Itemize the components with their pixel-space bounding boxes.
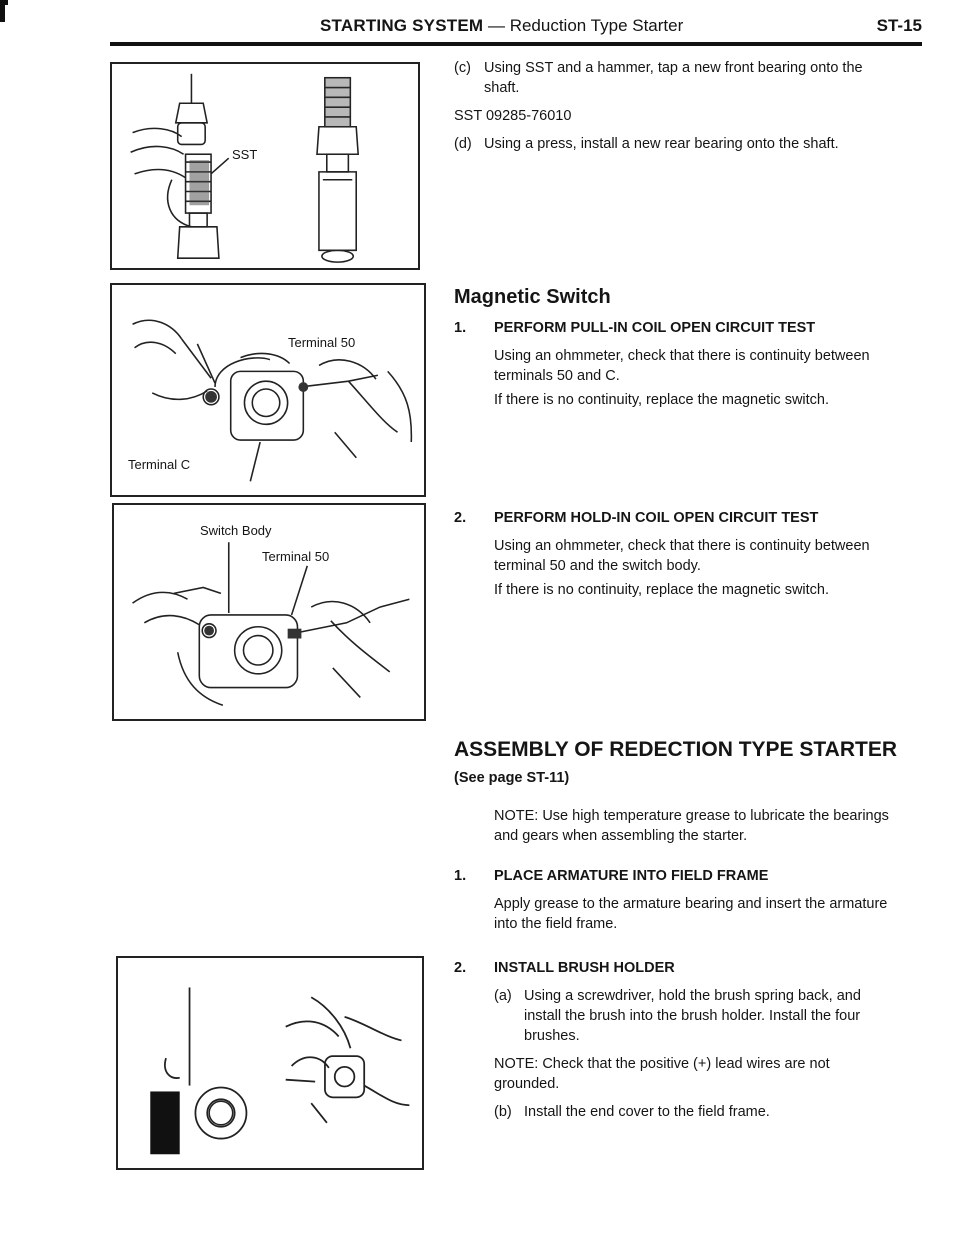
hold-in-text-1: Using an ohmmeter, check that there is continuity between terminal 50 and the switch body.: [494, 538, 870, 574]
install-brush-b: [494, 1102, 894, 1122]
brush-holder-illustration: [118, 958, 422, 1168]
assembly-page-ref: (See page ST-11): [454, 770, 570, 786]
install-brush-step: [454, 960, 894, 980]
install-brush-b-label: (b): [494, 1104, 512, 1120]
page-header: [110, 16, 922, 42]
label-switch-body: Switch Body: [200, 523, 272, 538]
header-title: [320, 16, 683, 36]
install-brush-a-text: Using a screwdriver, hold the brush spring back, and install the brush into the brush holder. Install the four brushes.: [524, 988, 861, 1044]
install-brush-a-label: (a): [494, 988, 512, 1004]
hold-in-step-number: 2.: [454, 510, 467, 526]
figure-bearing-sst: [110, 62, 420, 270]
install-brush-note: NOTE: Check that the positive (+) lead wires are not grounded.: [494, 1056, 830, 1092]
header-page-number: ST-15: [876, 16, 922, 35]
header-rule: [110, 42, 922, 46]
label-terminal-50: Terminal 50: [288, 335, 356, 350]
header-subtitle: — Reduction Type Starter: [483, 16, 684, 35]
place-armature-step: [454, 868, 894, 888]
place-armature-number: 1.: [454, 868, 467, 884]
install-brush-b-text: Install the end cover to the field frame.: [524, 1104, 770, 1120]
figure-pull-in-test: [110, 283, 426, 497]
figure-hold-in-test: [112, 503, 426, 721]
pull-in-text-2: If there is no continuity, replace the magnetic switch.: [494, 392, 830, 408]
assembly-section: [454, 738, 897, 1218]
pull-in-step: [454, 320, 894, 340]
place-armature-title: PLACE ARMATURE INTO FIELD FRAME: [494, 868, 769, 884]
pull-in-step-title: PERFORM PULL-IN COIL OPEN CIRCUIT TEST: [494, 320, 816, 336]
magnetic-switch-section: [454, 286, 894, 686]
place-armature-text: Apply grease to the armature bearing and insert the armature into the field frame.: [494, 896, 888, 932]
step-c-text: Using SST and a hammer, tap a new front bearing onto the shaft.: [484, 60, 863, 96]
bearing-illustration: [112, 64, 418, 268]
install-brush-a: [494, 986, 894, 1046]
hold-in-text-2: If there is no continuity, replace the magnetic switch.: [494, 582, 830, 598]
step-c-label: (c): [454, 60, 471, 76]
label-sst: SST: [232, 147, 258, 162]
magnetic-switch-title: Magnetic Switch: [454, 286, 611, 308]
hold-in-step-title: PERFORM HOLD-IN COIL OPEN CIRCUIT TEST: [494, 510, 819, 526]
page-corner-mark: [0, 0, 8, 22]
pull-in-text-1: Using an ohmmeter, check that there is continuity between terminals 50 and C.: [494, 348, 870, 384]
pull-in-step-number: 1.: [454, 320, 467, 336]
assembly-title: ASSEMBLY OF REDECTION TYPE STARTER: [454, 738, 897, 761]
assembly-note: NOTE: Use high temperature grease to lubricate the bearings and gears when assembling the starter.: [494, 808, 889, 844]
sst-number: SST 09285-76010: [454, 108, 572, 124]
figure-brush-holder: [116, 956, 424, 1170]
install-brush-title: INSTALL BRUSH HOLDER: [494, 960, 675, 976]
bearing-steps: [454, 58, 894, 178]
label-terminal-50-b: Terminal 50: [262, 549, 330, 564]
label-terminal-c: Terminal C: [128, 457, 191, 472]
hold-in-step: [454, 510, 894, 530]
install-brush-number: 2.: [454, 960, 467, 976]
step-d-text: Using a press, install a new rear bearing onto the shaft.: [484, 136, 839, 152]
step-d-label: (d): [454, 136, 472, 152]
header-system: STARTING SYSTEM: [320, 16, 484, 35]
